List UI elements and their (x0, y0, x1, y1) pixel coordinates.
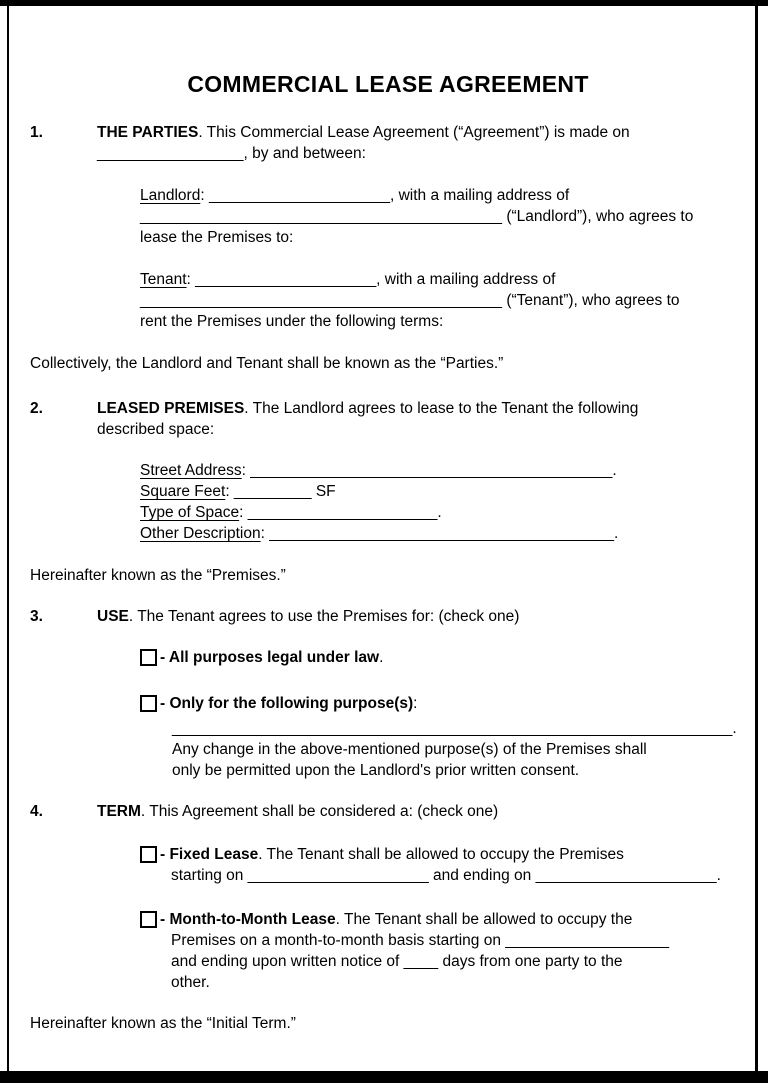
landlord-line1 (140, 185, 746, 206)
agreement-date-blank: _________________, by and between: (97, 145, 366, 162)
other-description-label: Other Description (140, 525, 261, 542)
type-of-space-blank: : ______________________. (239, 504, 442, 521)
option-all-purposes (140, 647, 746, 668)
checkbox-all-purposes[interactable] (140, 649, 157, 666)
page-border-right (755, 0, 758, 1083)
section-4-lead (97, 801, 746, 822)
section-term (30, 801, 746, 822)
option-month-to-month (140, 909, 746, 993)
section-3-lead-rest: . The Tenant agrees to use the Premises for: (check one) (128, 608, 520, 625)
type-of-space-label: Type of Space (140, 504, 240, 521)
tenant-line1 (140, 269, 746, 290)
landlord-name-blank: : _____________________, with a mailing address of (200, 187, 570, 204)
section-4-lead-rest: . This Agreement shall be considered a: (check one) (140, 803, 499, 820)
document-page (30, 0, 746, 1034)
street-address-field (140, 460, 746, 481)
other-description-field (140, 523, 746, 544)
checkbox-month-to-month[interactable] (140, 911, 157, 928)
other-description-blank: : ________________________________________. (260, 525, 619, 542)
option-all-purposes-bold: - All purposes legal under law (160, 649, 380, 666)
type-of-space-field (140, 502, 746, 523)
option-specific-purpose-bold: - Only for the following purpose(s) (160, 695, 414, 712)
checkbox-fixed-lease[interactable] (140, 846, 157, 863)
landlord-line3: lease the Premises to: (140, 229, 294, 246)
square-feet-blank: : _________ SF (225, 483, 336, 500)
option-specific-purpose (140, 693, 746, 714)
section-1-lead (97, 122, 746, 143)
option-fixed-lease-line1 (160, 844, 721, 865)
landlord-block (140, 185, 746, 248)
section-4-heading: TERM (97, 803, 141, 820)
month-to-month-notice-blank: and ending upon written notice of ____ days from one party to the (171, 953, 623, 970)
landlord-label: Landlord (140, 187, 201, 204)
hereinafter-premises-line: Hereinafter known as the “Premises.” (30, 567, 286, 584)
landlord-address-blank: __________________________________________ (“Landlord”), who agrees to (140, 208, 694, 225)
option-month-to-month-rest: . The Tenant shall be allowed to occupy the (335, 911, 633, 928)
option-month-to-month-bold: - Month-to-Month Lease (160, 911, 336, 928)
section-4-number: 4. (30, 803, 43, 820)
section-1-lead-rest: . This Commercial Lease Agreement (“Agreement”) is made on (198, 124, 630, 141)
month-to-month-start-blank: Premises on a month-to-month basis starting on ___________________ (171, 932, 670, 949)
hereinafter-initial-term-line: Hereinafter known as the “Initial Term.” (30, 1015, 296, 1032)
section-3-lead (97, 606, 746, 627)
tenant-address-blank: __________________________________________ (“Tenant”), who agrees to (140, 292, 680, 309)
document-title: COMMERCIAL LEASE AGREEMENT (187, 71, 589, 97)
square-feet-label: Square Feet (140, 483, 226, 500)
month-to-month-line4: other. (171, 974, 210, 991)
purpose-details (172, 718, 746, 781)
option-all-purposes-rest: . (379, 649, 384, 666)
checkbox-specific-purpose[interactable] (140, 695, 157, 712)
section-1-heading: THE PARTIES (97, 124, 199, 141)
page-border-left (7, 0, 9, 1083)
section-the-parties (30, 122, 746, 164)
street-address-label: Street Address (140, 462, 242, 479)
option-month-to-month-line1 (160, 909, 669, 930)
section-3-number: 3. (30, 608, 43, 625)
section-use (30, 606, 746, 627)
parties-collective-line: Collectively, the Landlord and Tenant shall be known as the “Parties.” (30, 355, 504, 372)
section-2-lead-rest: . The Landlord agrees to lease to the Tenant the following (244, 400, 639, 417)
section-leased-premises (30, 398, 746, 440)
purpose-blank: _________________________________________________________________. (172, 720, 737, 737)
section-2-number: 2. (30, 400, 43, 417)
section-2-lead-line2: described space: (97, 421, 215, 438)
option-fixed-lease-bold: - Fixed Lease (160, 846, 259, 863)
square-feet-field (140, 481, 746, 502)
purpose-note-line1: Any change in the above-mentioned purpose(s) of the Premises shall (172, 741, 647, 758)
tenant-label: Tenant (140, 271, 187, 288)
purpose-note-line2: only be permitted upon the Landlord's prior written consent. (172, 762, 580, 779)
option-all-purposes-label (160, 647, 384, 668)
option-specific-purpose-label (160, 693, 418, 714)
tenant-line3: rent the Premises under the following terms: (140, 313, 444, 330)
section-3-heading: USE (97, 608, 129, 625)
page-border-bottom (0, 1071, 768, 1083)
section-1-number: 1. (30, 124, 43, 141)
option-specific-purpose-rest: : (413, 695, 418, 712)
option-fixed-lease (140, 844, 746, 886)
option-fixed-lease-rest: . The Tenant shall be allowed to occupy the Premises (258, 846, 624, 863)
section-2-lead (97, 398, 746, 419)
tenant-block (140, 269, 746, 332)
premises-fields (140, 460, 746, 544)
fixed-lease-dates-blank: starting on _____________________ and ending on _____________________. (171, 867, 721, 884)
street-address-blank: : __________________________________________. (241, 462, 617, 479)
tenant-name-blank: : _____________________, with a mailing address of (186, 271, 556, 288)
section-2-heading: LEASED PREMISES (97, 400, 245, 417)
